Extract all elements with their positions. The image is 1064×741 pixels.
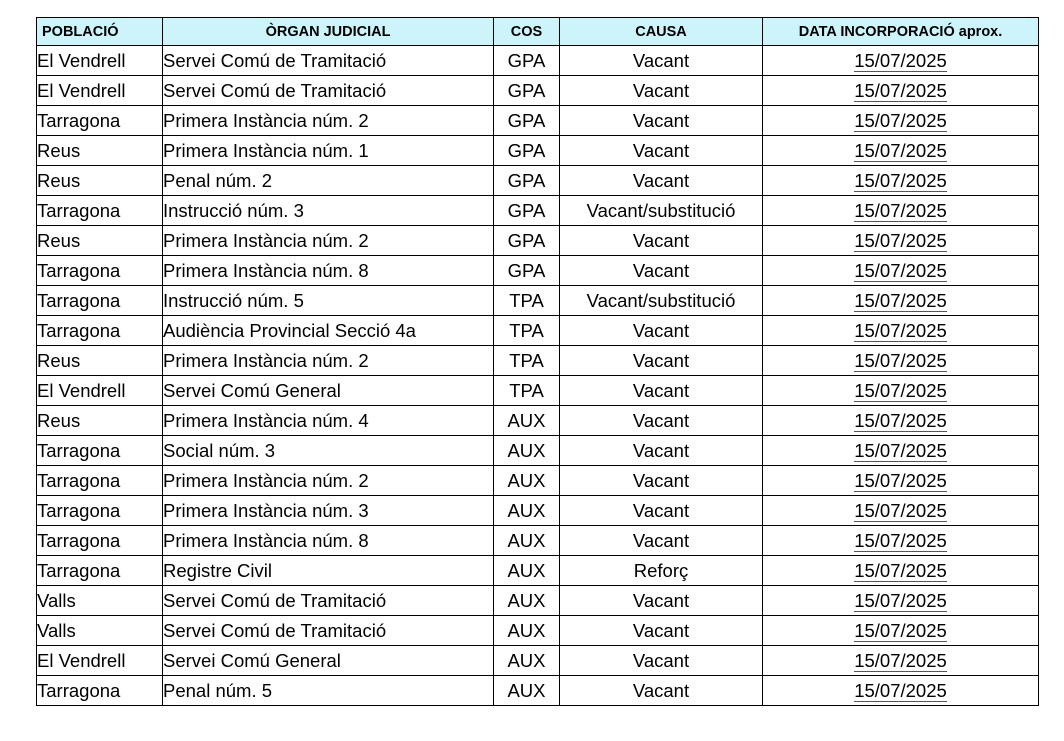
cell-poblacio: Tarragona (37, 436, 163, 466)
cell-organ: Primera Instància núm. 2 (163, 466, 494, 496)
cell-organ: Primera Instància núm. 1 (163, 136, 494, 166)
cell-cos: AUX (494, 646, 560, 676)
table-row (37, 526, 1039, 556)
cell-poblacio: Tarragona (37, 196, 163, 226)
cell-causa: Vacant (560, 616, 763, 646)
date-value: 15/07/2025 (854, 499, 947, 521)
cell-causa: Vacant/substitució (560, 196, 763, 226)
date-value: 15/07/2025 (854, 529, 947, 551)
table-row (37, 496, 1039, 526)
vacancies-table (36, 17, 1039, 706)
table-row (37, 196, 1039, 226)
cell-cos: AUX (494, 586, 560, 616)
table-row (37, 346, 1039, 376)
date-value: 15/07/2025 (854, 409, 947, 431)
cell-organ: Primera Instància núm. 2 (163, 106, 494, 136)
cell-data-incorporacio (763, 226, 1039, 256)
table-body (37, 46, 1039, 706)
cell-causa: Vacant (560, 166, 763, 196)
cell-organ: Primera Instància núm. 2 (163, 226, 494, 256)
cell-poblacio: Reus (37, 406, 163, 436)
header-data: DATA INCORPORACIÓ aprox. (763, 18, 1039, 46)
table-row (37, 436, 1039, 466)
cell-cos: GPA (494, 46, 560, 76)
cell-organ: Servei Comú General (163, 646, 494, 676)
cell-causa: Vacant (560, 646, 763, 676)
cell-cos: GPA (494, 196, 560, 226)
cell-poblacio: Reus (37, 136, 163, 166)
cell-cos: AUX (494, 526, 560, 556)
date-value: 15/07/2025 (854, 259, 947, 281)
date-value: 15/07/2025 (854, 319, 947, 341)
cell-causa: Vacant (560, 676, 763, 706)
table-row (37, 616, 1039, 646)
cell-cos: TPA (494, 316, 560, 346)
date-value: 15/07/2025 (854, 169, 947, 191)
cell-poblacio: Tarragona (37, 676, 163, 706)
cell-data-incorporacio (763, 376, 1039, 406)
cell-poblacio: Reus (37, 346, 163, 376)
date-value: 15/07/2025 (854, 589, 947, 611)
cell-data-incorporacio (763, 136, 1039, 166)
date-value: 15/07/2025 (854, 109, 947, 131)
cell-causa: Vacant (560, 496, 763, 526)
cell-cos: GPA (494, 106, 560, 136)
date-value: 15/07/2025 (854, 619, 947, 641)
cell-poblacio: Valls (37, 586, 163, 616)
header-organ: ÒRGAN JUDICIAL (163, 18, 494, 46)
header-poblacio: POBLACIÓ (37, 18, 163, 46)
cell-causa: Vacant/substitució (560, 286, 763, 316)
cell-causa: Vacant (560, 466, 763, 496)
cell-causa: Vacant (560, 346, 763, 376)
cell-data-incorporacio (763, 406, 1039, 436)
cell-organ: Servei Comú General (163, 376, 494, 406)
cell-organ: Servei Comú de Tramitació (163, 76, 494, 106)
date-value: 15/07/2025 (854, 439, 947, 461)
cell-data-incorporacio (763, 316, 1039, 346)
cell-organ: Registre Civil (163, 556, 494, 586)
cell-poblacio: El Vendrell (37, 646, 163, 676)
cell-cos: TPA (494, 376, 560, 406)
table-row (37, 406, 1039, 436)
cell-causa: Vacant (560, 136, 763, 166)
date-value: 15/07/2025 (854, 79, 947, 101)
cell-organ: Primera Instància núm. 8 (163, 256, 494, 286)
cell-causa: Vacant (560, 106, 763, 136)
cell-poblacio: Tarragona (37, 496, 163, 526)
table-row (37, 316, 1039, 346)
cell-data-incorporacio (763, 556, 1039, 586)
table-row (37, 136, 1039, 166)
cell-poblacio: Tarragona (37, 316, 163, 346)
cell-poblacio: Tarragona (37, 256, 163, 286)
cell-causa: Vacant (560, 46, 763, 76)
cell-organ: Servei Comú de Tramitació (163, 46, 494, 76)
cell-cos: AUX (494, 556, 560, 586)
date-value: 15/07/2025 (854, 289, 947, 311)
cell-data-incorporacio (763, 346, 1039, 376)
cell-organ: Social núm. 3 (163, 436, 494, 466)
table-row (37, 256, 1039, 286)
cell-data-incorporacio (763, 466, 1039, 496)
cell-causa: Vacant (560, 526, 763, 556)
cell-data-incorporacio (763, 166, 1039, 196)
date-value: 15/07/2025 (854, 49, 947, 71)
cell-organ: Primera Instància núm. 2 (163, 346, 494, 376)
table-row (37, 376, 1039, 406)
cell-organ: Primera Instància núm. 3 (163, 496, 494, 526)
cell-organ: Audiència Provincial Secció 4a (163, 316, 494, 346)
cell-poblacio: Reus (37, 226, 163, 256)
cell-organ: Servei Comú de Tramitació (163, 616, 494, 646)
cell-causa: Vacant (560, 226, 763, 256)
cell-causa: Vacant (560, 376, 763, 406)
cell-causa: Vacant (560, 436, 763, 466)
cell-data-incorporacio (763, 436, 1039, 466)
cell-data-incorporacio (763, 76, 1039, 106)
cell-data-incorporacio (763, 646, 1039, 676)
table-header (37, 18, 1039, 46)
table-row (37, 556, 1039, 586)
cell-data-incorporacio (763, 496, 1039, 526)
date-value: 15/07/2025 (854, 469, 947, 491)
cell-organ: Instrucció núm. 5 (163, 286, 494, 316)
cell-cos: AUX (494, 436, 560, 466)
cell-cos: AUX (494, 406, 560, 436)
cell-data-incorporacio (763, 106, 1039, 136)
cell-data-incorporacio (763, 46, 1039, 76)
cell-poblacio: Tarragona (37, 466, 163, 496)
header-causa: CAUSA (560, 18, 763, 46)
cell-poblacio: Tarragona (37, 286, 163, 316)
cell-cos: GPA (494, 76, 560, 106)
cell-cos: AUX (494, 496, 560, 526)
date-value: 15/07/2025 (854, 139, 947, 161)
table-row (37, 586, 1039, 616)
cell-cos: GPA (494, 136, 560, 166)
cell-cos: TPA (494, 346, 560, 376)
cell-organ: Primera Instància núm. 8 (163, 526, 494, 556)
table-row (37, 106, 1039, 136)
cell-poblacio: Reus (37, 166, 163, 196)
table-row (37, 166, 1039, 196)
cell-data-incorporacio (763, 256, 1039, 286)
cell-poblacio: Tarragona (37, 526, 163, 556)
date-value: 15/07/2025 (854, 379, 947, 401)
cell-poblacio: Valls (37, 616, 163, 646)
header-cos: COS (494, 18, 560, 46)
cell-causa: Vacant (560, 316, 763, 346)
table-row (37, 76, 1039, 106)
date-value: 15/07/2025 (854, 679, 947, 701)
cell-cos: GPA (494, 226, 560, 256)
table-row (37, 46, 1039, 76)
table-row (37, 646, 1039, 676)
cell-data-incorporacio (763, 196, 1039, 226)
cell-data-incorporacio (763, 616, 1039, 646)
date-value: 15/07/2025 (854, 349, 947, 371)
cell-organ: Penal núm. 2 (163, 166, 494, 196)
cell-data-incorporacio (763, 286, 1039, 316)
cell-organ: Instrucció núm. 3 (163, 196, 494, 226)
cell-organ: Servei Comú de Tramitació (163, 586, 494, 616)
table-row (37, 466, 1039, 496)
table-row (37, 226, 1039, 256)
cell-causa: Reforç (560, 556, 763, 586)
cell-poblacio: Tarragona (37, 556, 163, 586)
date-value: 15/07/2025 (854, 229, 947, 251)
cell-cos: AUX (494, 616, 560, 646)
cell-causa: Vacant (560, 256, 763, 286)
cell-causa: Vacant (560, 76, 763, 106)
table-row (37, 286, 1039, 316)
cell-poblacio: El Vendrell (37, 376, 163, 406)
cell-poblacio: Tarragona (37, 106, 163, 136)
cell-cos: TPA (494, 286, 560, 316)
cell-data-incorporacio (763, 526, 1039, 556)
date-value: 15/07/2025 (854, 199, 947, 221)
header-row (37, 18, 1039, 46)
date-value: 15/07/2025 (854, 649, 947, 671)
cell-causa: Vacant (560, 586, 763, 616)
cell-data-incorporacio (763, 676, 1039, 706)
date-value: 15/07/2025 (854, 559, 947, 581)
cell-poblacio: El Vendrell (37, 46, 163, 76)
cell-cos: AUX (494, 466, 560, 496)
cell-poblacio: El Vendrell (37, 76, 163, 106)
table-row (37, 676, 1039, 706)
cell-cos: GPA (494, 256, 560, 286)
cell-cos: AUX (494, 676, 560, 706)
cell-organ: Penal núm. 5 (163, 676, 494, 706)
cell-data-incorporacio (763, 586, 1039, 616)
cell-causa: Vacant (560, 406, 763, 436)
cell-cos: GPA (494, 166, 560, 196)
cell-organ: Primera Instància núm. 4 (163, 406, 494, 436)
